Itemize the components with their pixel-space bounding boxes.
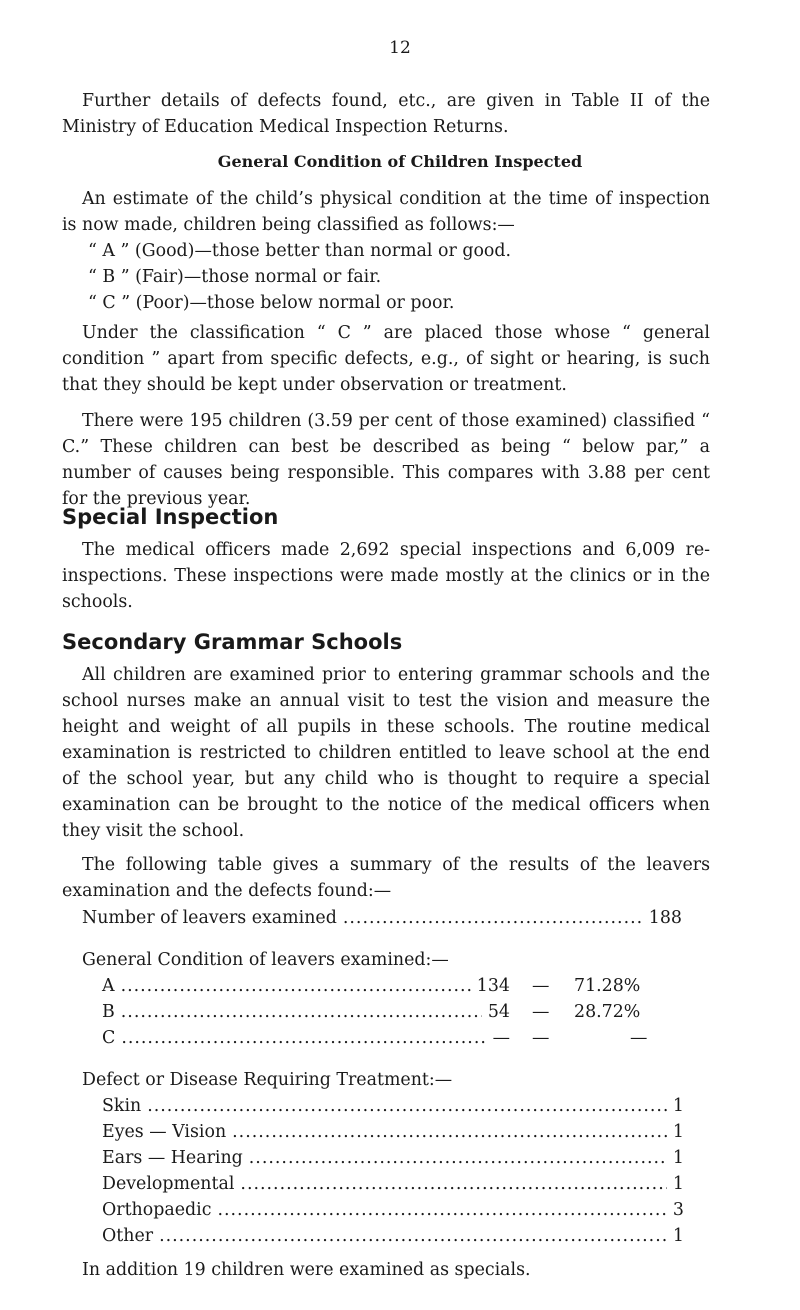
general-condition-paragraph: An estimate of the child’s physical condition at the time of inspection is now made, children being classified as follows:— xyxy=(62,189,710,235)
defect-label: Skin xyxy=(102,1096,142,1116)
grade-count: — xyxy=(492,1028,510,1048)
special-inspection-paragraph: The medical officers made 2,692 special inspections and 6,009 re-inspections. These inspections were made mostly at the clinics or in the schools. xyxy=(62,540,710,612)
special-inspection-heading: Special Inspection xyxy=(62,505,279,529)
defect-label: Other xyxy=(102,1226,154,1246)
defect-label: Eyes — Vision xyxy=(102,1122,227,1142)
classification-c-paragraph: Under the classification “ C ” are placed those whose “ general condition ” apart from specific defects, e.g., of sight or hearing, is such that they should be kept under observation or treatment. xyxy=(62,323,710,395)
dot-leader xyxy=(121,1002,482,1022)
defect-row xyxy=(102,1200,684,1220)
closing-sentence: In addition 19 children were examined as specials. xyxy=(82,1260,531,1280)
defect-row xyxy=(102,1226,684,1246)
class-c-statistics-paragraph: There were 195 children (3.59 per cent of those examined) classified “ C.” These children can best be described as being “ below par,” a number of causes being responsible. This compares with 3.88 per cent for the previous year. xyxy=(62,411,710,509)
general-condition-heading: General Condition of Children Inspected xyxy=(217,152,583,171)
classification-item: “ C ” (Poor)—those below normal or poor. xyxy=(88,293,455,313)
classification-list xyxy=(88,238,511,316)
defect-requiring-treatment-label: Defect or Disease Requiring Treatment:— xyxy=(82,1070,453,1090)
condition-row xyxy=(102,1028,510,1048)
condition-row xyxy=(102,1002,510,1022)
grade-dash: — xyxy=(532,1002,550,1022)
defect-row xyxy=(102,1148,684,1168)
dot-leader xyxy=(121,976,471,996)
intro-paragraph: Further details of defects found, etc., are given in Table II of the Ministry of Education Medical Inspection Returns. xyxy=(62,91,710,137)
defect-row xyxy=(102,1174,684,1194)
grade-label: C xyxy=(102,1028,116,1048)
defect-label: Developmental xyxy=(102,1174,235,1194)
grade-count: 134 xyxy=(476,976,510,996)
defect-label: Ears — Hearing xyxy=(102,1148,243,1168)
classification-item: “ B ” (Fair)—those normal or fair. xyxy=(88,267,382,287)
grade-label: B xyxy=(102,1002,115,1022)
dot-leader xyxy=(343,908,643,928)
secondary-grammar-heading: Secondary Grammar Schools xyxy=(62,630,403,654)
dot-leader xyxy=(249,1148,667,1168)
dot-leader xyxy=(232,1122,667,1142)
defect-row xyxy=(102,1122,684,1142)
dot-leader xyxy=(240,1174,667,1194)
defect-label: Orthopaedic xyxy=(102,1200,212,1220)
dot-leader xyxy=(217,1200,666,1220)
condition-row xyxy=(102,976,510,996)
grade-dash: — xyxy=(532,976,550,996)
leavers-examined-label: Number of leavers examined xyxy=(82,908,337,928)
leavers-examined-row xyxy=(82,908,682,928)
defect-value: 1 xyxy=(672,1122,684,1142)
grade-count: 54 xyxy=(487,1002,510,1022)
grade-dash: — xyxy=(532,1028,550,1048)
leavers-examined-value: 188 xyxy=(648,908,682,928)
defect-value: 1 xyxy=(672,1148,684,1168)
dot-leader xyxy=(159,1226,667,1246)
defect-value: 1 xyxy=(672,1174,684,1194)
defect-value: 1 xyxy=(672,1096,684,1116)
dot-leader xyxy=(147,1096,667,1116)
dot-leader xyxy=(121,1028,486,1048)
classification-item: “ A ” (Good)—those better than normal or good. xyxy=(88,241,512,261)
defect-value: 1 xyxy=(672,1226,684,1246)
grade-percent: — xyxy=(630,1028,648,1048)
grade-label: A xyxy=(102,976,115,996)
grade-percent: 28.72% xyxy=(574,1002,641,1022)
defect-row xyxy=(102,1096,684,1116)
grade-percent: 71.28% xyxy=(574,976,641,996)
secondary-grammar-paragraph: All children are examined prior to entering grammar schools and the school nurses make an annual visit to test the vision and measure the height and weight of all pupils in these schools. The routine medical examination is restricted to children entitled to leave school at the end of the school year, but any child who is thought to require a special examination can be brought to the notice of the medical officers when they visit the school. xyxy=(62,665,710,841)
summary-intro-paragraph: The following table gives a summary of the results of the leavers examination and the defects found:— xyxy=(62,855,710,901)
defect-value: 3 xyxy=(672,1200,684,1220)
condition-of-leavers-label: General Condition of leavers examined:— xyxy=(82,950,449,970)
page-number: 12 xyxy=(389,38,411,58)
